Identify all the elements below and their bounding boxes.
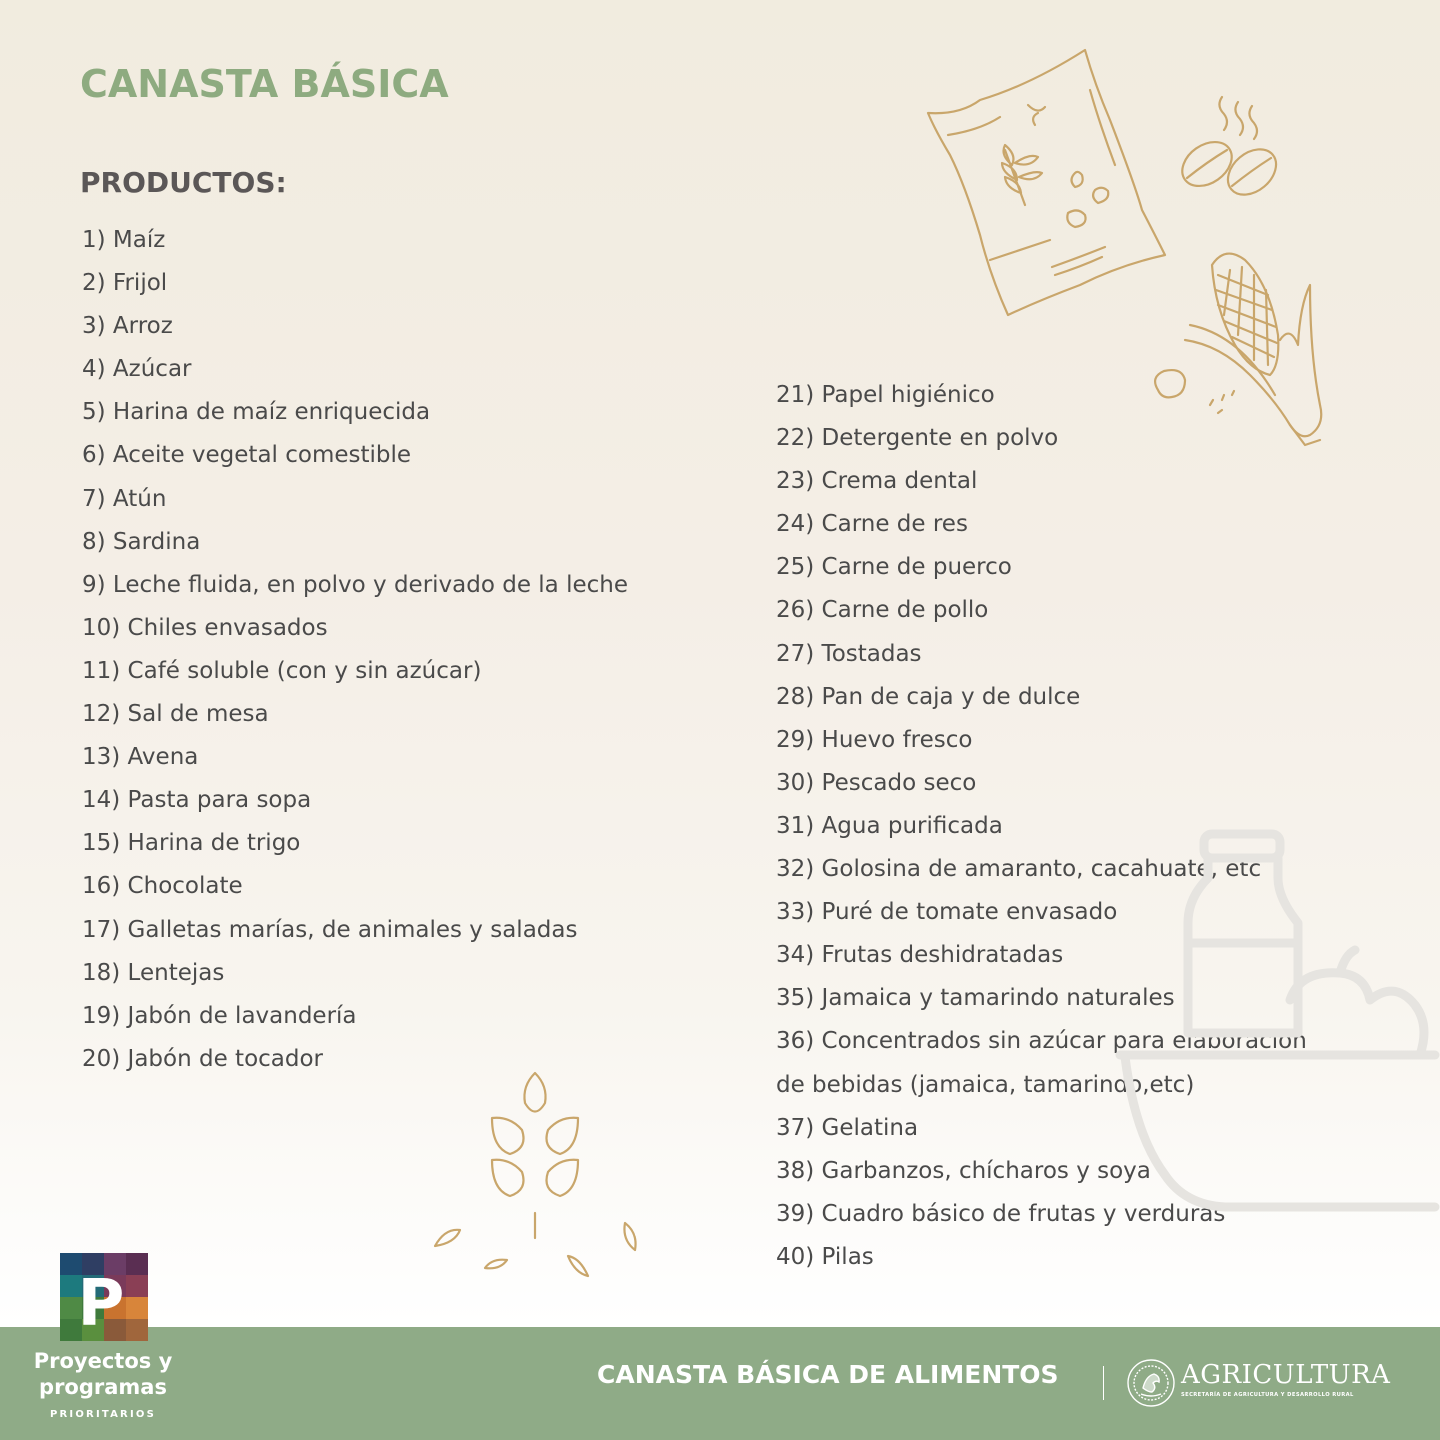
corn-cob-icon — [1150, 245, 1330, 450]
list-item: 16) Chocolate — [82, 873, 243, 900]
list-item: 19) Jabón de lavandería — [82, 1002, 357, 1029]
list-item: 17) Galletas marías, de animales y saladas — [82, 916, 578, 943]
list-item: de bebidas (jamaica, tamarindo,etc) — [776, 1071, 1195, 1098]
list-item: 14) Pasta para sopa — [82, 787, 312, 814]
products-heading: PRODUCTOS: — [80, 166, 287, 199]
list-item: 28) Pan de caja y de dulce — [776, 683, 1081, 710]
program-tagline: PRIORITARIOS — [50, 1409, 156, 1420]
program-name: Proyectos y programas — [33, 1349, 173, 1399]
list-item: 24) Carne de res — [776, 511, 968, 538]
list-item: 31) Agua purificada — [776, 812, 1003, 839]
list-item: 32) Golosina de amaranto, cacahuate, etc — [776, 856, 1262, 883]
list-item: 5) Harina de maíz enriquecida — [82, 399, 431, 426]
list-item: 36) Concentrados sin azúcar para elaboración — [776, 1028, 1307, 1055]
products-list-left — [82, 219, 628, 1081]
list-item: 23) Crema dental — [776, 468, 978, 495]
list-item: 4) Azúcar — [82, 356, 192, 383]
list-item: 34) Frutas deshidratadas — [776, 942, 1064, 969]
list-item: 25) Carne de puerco — [776, 554, 1012, 581]
list-item: 8) Sardina — [82, 528, 201, 555]
list-item: 21) Papel higiénico — [776, 382, 995, 408]
list-item: 12) Sal de mesa — [82, 701, 269, 728]
agency-name: AGRICULTURA — [1181, 1360, 1391, 1390]
list-item: 30) Pescado seco — [776, 769, 977, 796]
list-item: 20) Jabón de tocador — [82, 1045, 324, 1072]
list-item: 9) Leche fluida, en polvo y derivado de la leche — [82, 571, 629, 598]
list-item: 10) Chiles envasados — [82, 614, 328, 641]
list-item: 11) Café soluble (con y sin azúcar) — [82, 657, 482, 684]
list-item: 38) Garbanzos, chícharos y soya — [776, 1157, 1151, 1184]
wheat-sprout-icon — [430, 1068, 645, 1283]
list-item: 3) Arroz — [82, 313, 173, 340]
program-logo-letter: P — [77, 1267, 125, 1341]
list-item: 29) Huevo fresco — [776, 726, 973, 753]
list-item: 37) Gelatina — [776, 1114, 919, 1141]
list-item: 39) Cuadro básico de frutas y verduras — [776, 1200, 1226, 1227]
list-item: 40) Pilas — [776, 1243, 874, 1270]
coffee-beans-icon — [1172, 92, 1287, 207]
list-item: 35) Jamaica y tamarindo naturales — [776, 985, 1175, 1012]
list-item: 6) Aceite vegetal comestible — [82, 442, 412, 469]
program-logo — [60, 1253, 148, 1341]
apple-basket-icon — [1115, 945, 1440, 1215]
list-item: 27) Tostadas — [776, 640, 922, 667]
list-item: 13) Avena — [82, 744, 199, 771]
list-item: 33) Puré de tomate envasado — [776, 899, 1118, 926]
list-item: 18) Lentejas — [82, 959, 225, 986]
grain-sack-icon — [920, 45, 1170, 325]
footer-title: CANASTA BÁSICA DE ALIMENTOS — [597, 1360, 1059, 1389]
page-title: CANASTA BÁSICA — [80, 62, 449, 106]
list-item: 15) Harina de trigo — [82, 830, 301, 857]
list-item: 1) Maíz — [82, 227, 166, 253]
list-item: 26) Carne de pollo — [776, 597, 989, 624]
footer-divider — [1103, 1366, 1104, 1400]
agency-subtitle: SECRETARÍA DE AGRICULTURA Y DESARROLLO RURAL — [1181, 1392, 1354, 1398]
list-item: 2) Frijol — [82, 270, 168, 297]
list-item: 22) Detergente en polvo — [776, 425, 1059, 452]
government-seal-icon — [1126, 1358, 1176, 1408]
list-item: 7) Atún — [82, 485, 167, 512]
